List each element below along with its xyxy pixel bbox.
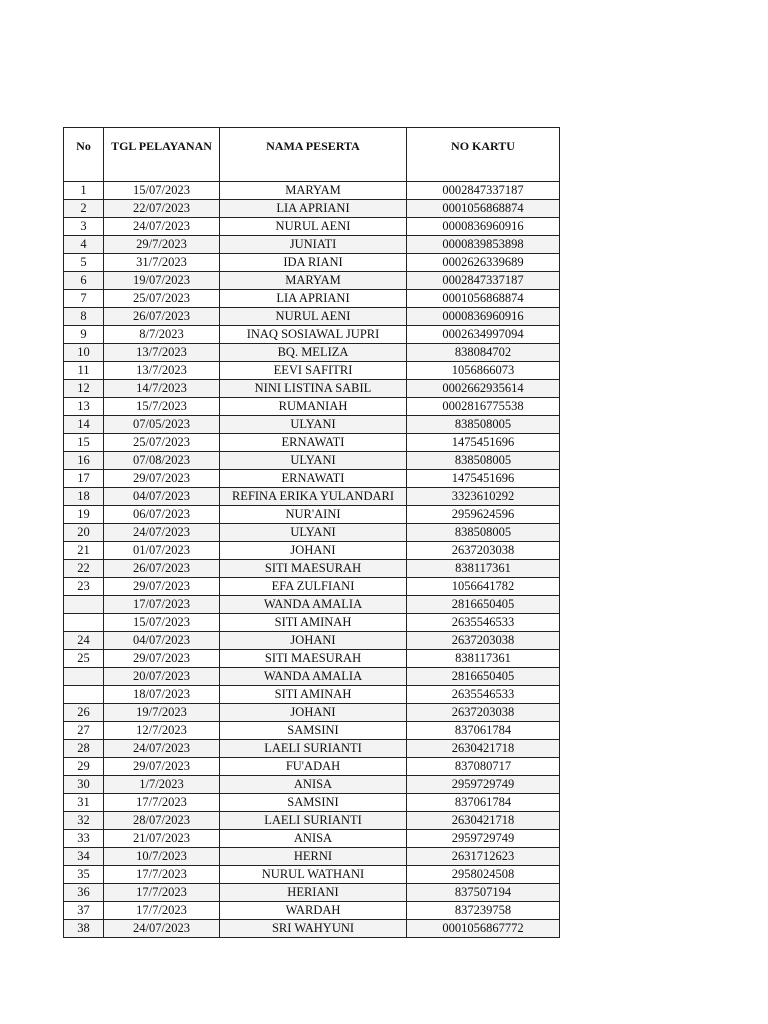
cell-no-kartu: 837080717 (407, 758, 560, 776)
cell-tgl-pelayanan: 17/7/2023 (104, 902, 220, 920)
table-row (64, 920, 560, 938)
cell-no-kartu: 2635546533 (407, 686, 560, 704)
patient-service-table (63, 127, 560, 938)
cell-nama-peserta: SRI WAHYUNI (220, 920, 407, 938)
cell-no: 29 (64, 758, 104, 776)
cell-no-kartu: 2958024508 (407, 866, 560, 884)
cell-no-kartu: 838117361 (407, 650, 560, 668)
table-row (64, 758, 560, 776)
table-row (64, 596, 560, 614)
cell-tgl-pelayanan: 31/7/2023 (104, 254, 220, 272)
cell-tgl-pelayanan: 10/7/2023 (104, 848, 220, 866)
cell-no: 22 (64, 560, 104, 578)
cell-no-kartu: 838508005 (407, 524, 560, 542)
cell-nama-peserta: JOHANI (220, 632, 407, 650)
cell-no-kartu: 0001056867772 (407, 920, 560, 938)
table-row (64, 326, 560, 344)
cell-tgl-pelayanan: 1/7/2023 (104, 776, 220, 794)
cell-tgl-pelayanan: 19/07/2023 (104, 272, 220, 290)
cell-tgl-pelayanan: 04/07/2023 (104, 632, 220, 650)
cell-no-kartu: 2637203038 (407, 632, 560, 650)
cell-no-kartu: 837507194 (407, 884, 560, 902)
cell-tgl-pelayanan: 20/07/2023 (104, 668, 220, 686)
cell-no: 23 (64, 578, 104, 596)
cell-nama-peserta: JOHANI (220, 542, 407, 560)
table-row (64, 848, 560, 866)
cell-no-kartu: 1056866073 (407, 362, 560, 380)
cell-nama-peserta: ULYANI (220, 452, 407, 470)
table-body (64, 182, 560, 938)
cell-no (64, 668, 104, 686)
cell-no: 11 (64, 362, 104, 380)
table-row (64, 488, 560, 506)
table-row (64, 362, 560, 380)
cell-no: 7 (64, 290, 104, 308)
patient-service-table-container (63, 127, 559, 938)
cell-nama-peserta: FU'ADAH (220, 758, 407, 776)
cell-nama-peserta: WANDA AMALIA (220, 668, 407, 686)
table-row (64, 416, 560, 434)
table-row (64, 452, 560, 470)
cell-nama-peserta: MARYAM (220, 272, 407, 290)
cell-nama-peserta: EEVI SAFITRI (220, 362, 407, 380)
cell-nama-peserta: SITI AMINAH (220, 686, 407, 704)
cell-tgl-pelayanan: 29/7/2023 (104, 236, 220, 254)
cell-nama-peserta: NURUL AENI (220, 218, 407, 236)
table-row (64, 776, 560, 794)
cell-no-kartu: 2816650405 (407, 596, 560, 614)
cell-nama-peserta: WARDAH (220, 902, 407, 920)
table-row (64, 650, 560, 668)
cell-nama-peserta: WANDA AMALIA (220, 596, 407, 614)
table-row (64, 308, 560, 326)
cell-no-kartu: 0002816775538 (407, 398, 560, 416)
table-row (64, 290, 560, 308)
cell-tgl-pelayanan: 06/07/2023 (104, 506, 220, 524)
table-row (64, 182, 560, 200)
cell-no (64, 614, 104, 632)
cell-nama-peserta: MARYAM (220, 182, 407, 200)
cell-no-kartu: 1056641782 (407, 578, 560, 596)
cell-tgl-pelayanan: 15/07/2023 (104, 614, 220, 632)
cell-no-kartu: 0001056868874 (407, 290, 560, 308)
table-row (64, 704, 560, 722)
cell-tgl-pelayanan: 28/07/2023 (104, 812, 220, 830)
cell-tgl-pelayanan: 24/07/2023 (104, 920, 220, 938)
cell-tgl-pelayanan: 17/7/2023 (104, 884, 220, 902)
cell-no-kartu: 0002847337187 (407, 272, 560, 290)
cell-nama-peserta: SITI MAESURAH (220, 650, 407, 668)
cell-tgl-pelayanan: 24/07/2023 (104, 740, 220, 758)
cell-no-kartu: 838084702 (407, 344, 560, 362)
cell-no-kartu: 0001056868874 (407, 200, 560, 218)
cell-tgl-pelayanan: 07/05/2023 (104, 416, 220, 434)
table-row (64, 830, 560, 848)
table-row (64, 794, 560, 812)
cell-no: 37 (64, 902, 104, 920)
table-row (64, 200, 560, 218)
cell-tgl-pelayanan: 17/07/2023 (104, 596, 220, 614)
table-row (64, 236, 560, 254)
cell-nama-peserta: INAQ SOSIAWAL JUPRI (220, 326, 407, 344)
cell-tgl-pelayanan: 29/07/2023 (104, 470, 220, 488)
table-row (64, 686, 560, 704)
cell-no: 13 (64, 398, 104, 416)
cell-nama-peserta: EFA ZULFIANI (220, 578, 407, 596)
cell-nama-peserta: ERNAWATI (220, 470, 407, 488)
cell-no: 9 (64, 326, 104, 344)
cell-no: 35 (64, 866, 104, 884)
cell-no: 12 (64, 380, 104, 398)
cell-no-kartu: 2630421718 (407, 812, 560, 830)
table-row (64, 884, 560, 902)
cell-no-kartu: 1475451696 (407, 434, 560, 452)
cell-no: 8 (64, 308, 104, 326)
table-row (64, 434, 560, 452)
cell-tgl-pelayanan: 13/7/2023 (104, 362, 220, 380)
cell-no-kartu: 838508005 (407, 416, 560, 434)
cell-tgl-pelayanan: 21/07/2023 (104, 830, 220, 848)
table-row (64, 614, 560, 632)
cell-tgl-pelayanan: 17/7/2023 (104, 866, 220, 884)
cell-no: 25 (64, 650, 104, 668)
table-row (64, 218, 560, 236)
table-row (64, 380, 560, 398)
cell-no (64, 686, 104, 704)
cell-no: 1 (64, 182, 104, 200)
cell-no-kartu: 0000839853898 (407, 236, 560, 254)
cell-no-kartu: 2637203038 (407, 704, 560, 722)
cell-nama-peserta: LIA APRIANI (220, 200, 407, 218)
cell-tgl-pelayanan: 24/07/2023 (104, 218, 220, 236)
cell-no-kartu: 838117361 (407, 560, 560, 578)
cell-no-kartu: 837061784 (407, 722, 560, 740)
cell-no: 2 (64, 200, 104, 218)
cell-no-kartu: 837239758 (407, 902, 560, 920)
cell-tgl-pelayanan: 22/07/2023 (104, 200, 220, 218)
cell-no-kartu: 2816650405 (407, 668, 560, 686)
cell-tgl-pelayanan: 14/7/2023 (104, 380, 220, 398)
table-header (64, 128, 560, 182)
cell-no: 14 (64, 416, 104, 434)
cell-no-kartu: 2631712623 (407, 848, 560, 866)
cell-nama-peserta: LAELI SURIANTI (220, 812, 407, 830)
cell-no: 32 (64, 812, 104, 830)
column-header-no-kartu: NO KARTU (407, 128, 560, 182)
cell-tgl-pelayanan: 07/08/2023 (104, 452, 220, 470)
cell-no-kartu: 2635546533 (407, 614, 560, 632)
cell-tgl-pelayanan: 26/07/2023 (104, 560, 220, 578)
cell-tgl-pelayanan: 13/7/2023 (104, 344, 220, 362)
cell-nama-peserta: ERNAWATI (220, 434, 407, 452)
cell-no-kartu: 3323610292 (407, 488, 560, 506)
cell-no-kartu: 2959624596 (407, 506, 560, 524)
cell-nama-peserta: IDA RIANI (220, 254, 407, 272)
table-row (64, 506, 560, 524)
cell-no: 27 (64, 722, 104, 740)
cell-no: 17 (64, 470, 104, 488)
table-row (64, 398, 560, 416)
cell-no-kartu: 0002847337187 (407, 182, 560, 200)
cell-no-kartu: 0000836960916 (407, 308, 560, 326)
cell-no-kartu: 0002634997094 (407, 326, 560, 344)
cell-nama-peserta: SITI MAESURAH (220, 560, 407, 578)
cell-no: 10 (64, 344, 104, 362)
cell-no: 21 (64, 542, 104, 560)
table-row (64, 254, 560, 272)
cell-nama-peserta: JOHANI (220, 704, 407, 722)
cell-no-kartu: 1475451696 (407, 470, 560, 488)
table-row (64, 632, 560, 650)
cell-nama-peserta: NURUL AENI (220, 308, 407, 326)
cell-tgl-pelayanan: 19/7/2023 (104, 704, 220, 722)
cell-tgl-pelayanan: 04/07/2023 (104, 488, 220, 506)
table-row (64, 470, 560, 488)
table-row (64, 812, 560, 830)
cell-nama-peserta: RUMANIAH (220, 398, 407, 416)
cell-no: 4 (64, 236, 104, 254)
table-row (64, 722, 560, 740)
cell-no: 15 (64, 434, 104, 452)
cell-tgl-pelayanan: 29/07/2023 (104, 650, 220, 668)
cell-nama-peserta: ULYANI (220, 416, 407, 434)
header-row (64, 128, 560, 182)
cell-no: 18 (64, 488, 104, 506)
table-row (64, 902, 560, 920)
column-header-tgl-pelayanan: TGL PELAYANAN (104, 128, 220, 182)
cell-no: 36 (64, 884, 104, 902)
table-row (64, 524, 560, 542)
cell-no: 20 (64, 524, 104, 542)
cell-tgl-pelayanan: 12/7/2023 (104, 722, 220, 740)
cell-nama-peserta: NINI LISTINA SABIL (220, 380, 407, 398)
cell-nama-peserta: ULYANI (220, 524, 407, 542)
cell-no: 31 (64, 794, 104, 812)
cell-no: 38 (64, 920, 104, 938)
cell-no-kartu: 0002662935614 (407, 380, 560, 398)
cell-tgl-pelayanan: 25/07/2023 (104, 434, 220, 452)
cell-nama-peserta: LAELI SURIANTI (220, 740, 407, 758)
cell-tgl-pelayanan: 01/07/2023 (104, 542, 220, 560)
cell-no: 33 (64, 830, 104, 848)
cell-no-kartu: 837061784 (407, 794, 560, 812)
column-header-no: No (64, 128, 104, 182)
cell-no: 19 (64, 506, 104, 524)
cell-tgl-pelayanan: 15/7/2023 (104, 398, 220, 416)
cell-nama-peserta: HERIANI (220, 884, 407, 902)
cell-no: 28 (64, 740, 104, 758)
cell-nama-peserta: SITI AMINAH (220, 614, 407, 632)
table-row (64, 542, 560, 560)
cell-no-kartu: 2637203038 (407, 542, 560, 560)
table-row (64, 668, 560, 686)
cell-no: 34 (64, 848, 104, 866)
cell-no: 30 (64, 776, 104, 794)
cell-tgl-pelayanan: 25/07/2023 (104, 290, 220, 308)
cell-tgl-pelayanan: 29/07/2023 (104, 758, 220, 776)
cell-no-kartu: 0002626339689 (407, 254, 560, 272)
cell-tgl-pelayanan: 18/07/2023 (104, 686, 220, 704)
cell-no-kartu: 838508005 (407, 452, 560, 470)
cell-no-kartu: 2959729749 (407, 776, 560, 794)
table-row (64, 740, 560, 758)
cell-tgl-pelayanan: 17/7/2023 (104, 794, 220, 812)
table-row (64, 578, 560, 596)
cell-nama-peserta: ANISA (220, 776, 407, 794)
cell-nama-peserta: REFINA ERIKA YULANDARI (220, 488, 407, 506)
cell-no: 26 (64, 704, 104, 722)
cell-nama-peserta: NUR'AINI (220, 506, 407, 524)
cell-tgl-pelayanan: 29/07/2023 (104, 578, 220, 596)
cell-tgl-pelayanan: 26/07/2023 (104, 308, 220, 326)
table-row (64, 560, 560, 578)
cell-no-kartu: 2630421718 (407, 740, 560, 758)
cell-no: 16 (64, 452, 104, 470)
cell-nama-peserta: BQ. MELIZA (220, 344, 407, 362)
table-row (64, 272, 560, 290)
cell-no: 6 (64, 272, 104, 290)
cell-nama-peserta: SAMSINI (220, 722, 407, 740)
table-row (64, 344, 560, 362)
cell-tgl-pelayanan: 8/7/2023 (104, 326, 220, 344)
column-header-nama-peserta: NAMA PESERTA (220, 128, 407, 182)
cell-no-kartu: 0000836960916 (407, 218, 560, 236)
cell-nama-peserta: LIA APRIANI (220, 290, 407, 308)
cell-tgl-pelayanan: 24/07/2023 (104, 524, 220, 542)
cell-no-kartu: 2959729749 (407, 830, 560, 848)
cell-no: 24 (64, 632, 104, 650)
cell-nama-peserta: ANISA (220, 830, 407, 848)
cell-nama-peserta: SAMSINI (220, 794, 407, 812)
cell-nama-peserta: NURUL WATHANI (220, 866, 407, 884)
cell-no (64, 596, 104, 614)
table-row (64, 866, 560, 884)
cell-nama-peserta: HERNI (220, 848, 407, 866)
cell-tgl-pelayanan: 15/07/2023 (104, 182, 220, 200)
cell-no: 3 (64, 218, 104, 236)
cell-nama-peserta: JUNIATI (220, 236, 407, 254)
cell-no: 5 (64, 254, 104, 272)
